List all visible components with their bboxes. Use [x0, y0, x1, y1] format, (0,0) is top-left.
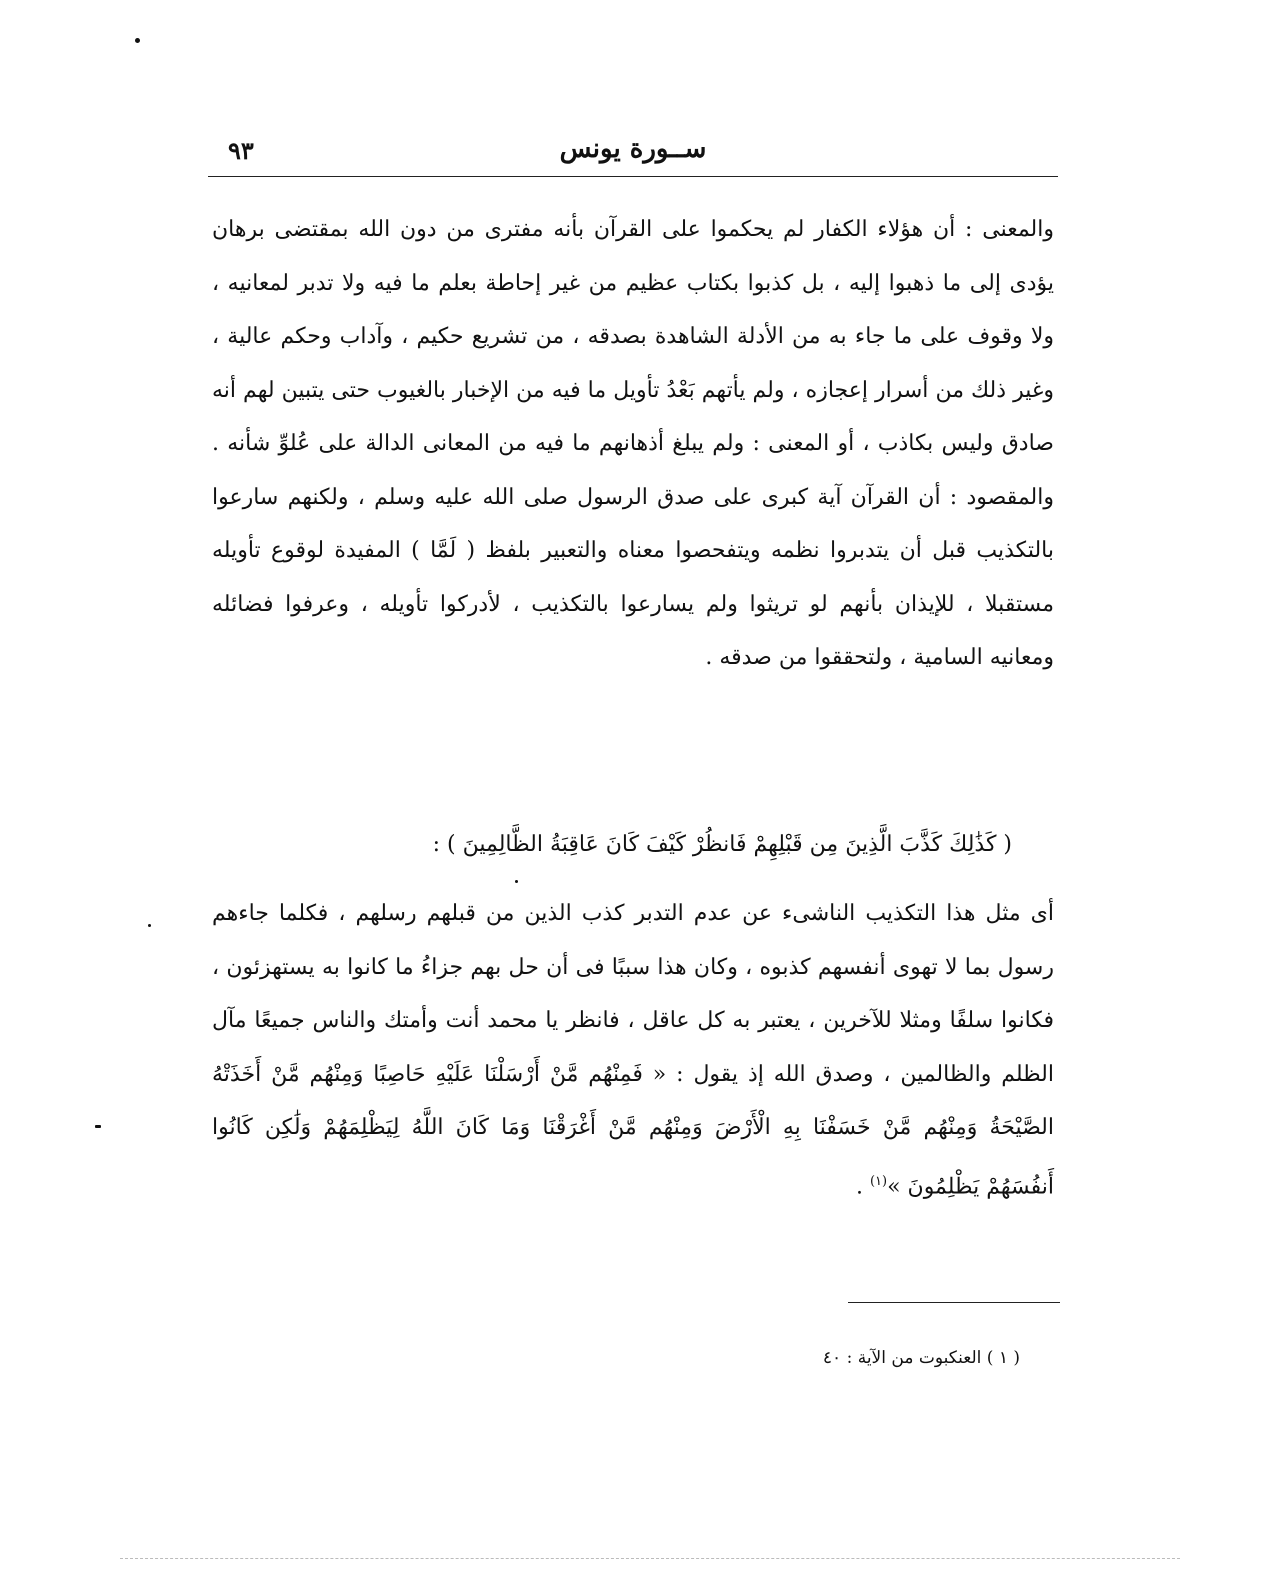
footnote-reference: (١)	[869, 1173, 888, 1189]
scan-edge-line	[120, 1558, 1180, 1559]
page-number: ٩٣	[228, 136, 254, 165]
header-rule	[208, 176, 1058, 177]
commentary-paragraph: والمعنى : أن هؤلاء الكفار لم يحكموا على القرآن بأنه مفترى من دون الله بمقتضى برهان يؤدى إلى ما ذهبوا إليه ، بل كذبوا بكتاب عظيم من غير إحاطة بعلم ما فيه ولا تدبر لمعانيه ، ولا وقوف على ما جاء به من الأدلة الشاهدة بصدقه ، من تشريع حكيم ، وآداب وحكم عالية ، وغير ذلك من أسرار إعجازه ، ولم يأتهم بَعْدُ تأويل ما فيه من الإخبار بالغيوب حتى يتبين لهم أنه صادق وليس بكاذب ، أو المعنى : ولم يبلغ أذهانهم ما فيه من المعانى الدالة على عُلوِّ شأنه . والمقصود : أن القرآن آية كبرى على صدق الرسول صلى الله عليه وسلم ، ولكنهم سارعوا بالتكذيب قبل أن يتدبروا نظمه ويتفحصوا معناه والتعبير بلفظ ( لَمَّا ) المفيدة لوقوع تأويله مستقبلا ، للإيذان بأنهم لو تريثوا ولم يسارعوا بالتكذيب ، لأدركوا تأويله ، وعرفوا فضائله ومعانيه السامية ، ولتحققوا من صدقه .	[212, 217, 1054, 670]
footnote: ( ١ ) العنكبوت من الآية : ٤٠	[822, 1348, 1020, 1368]
running-title: ســورة يونس	[559, 134, 707, 164]
paragraph-end: .	[855, 1173, 870, 1199]
scan-speck	[148, 924, 151, 927]
footnote-rule	[848, 1302, 1060, 1303]
paragraph-text: أى مثل هذا التكذيب الناشىء عن عدم التدبر كذب الذين من قبلهم رسلهم ، فكلما جاءهم رسول بما لا تهوى أنفسهم كذبوه ، وكان هذا سببًا فى أن حل بهم جزاءُ ما كانوا به يستهزئون ، فكانوا سلفًا ومثلا للآخرين ، يعتبر به كل عاقل ، فانظر يا محمد أنت وأمتك والناس جميعًا مآل الظلم والظالمين ، وصدق الله إذ يقول : « فَمِنْهُم مَّنْ أَرْسَلْنَا عَلَيْهِ حَاصِبًا وَمِنْهُم مَّنْ أَخَذَتْهُ الصَّيْحَةُ وَمِنْهُم مَّنْ خَسَفْنَا بِهِ الْأَرْضَ وَمِنْهُم مَّنْ أَغْرَقْنَا وَمَا كَانَ اللَّهُ لِيَظْلِمَهُمْ وَلَٰكِن كَانُوا أَنفُسَهُمْ يَظْلِمُونَ »	[212, 901, 1054, 1199]
scan-speck	[95, 1125, 101, 1128]
scan-speck	[515, 880, 518, 883]
commentary-paragraph	[212, 887, 1054, 1213]
quran-verse: ( كَذَٰلِكَ كَذَّبَ الَّذِينَ مِن قَبْلِهِمْ فَانظُرْ كَيْفَ كَانَ عَاقِبَةُ الظَّالِمِينَ ) :	[432, 832, 1012, 857]
page-header	[208, 132, 1058, 176]
scan-speck	[135, 38, 140, 43]
